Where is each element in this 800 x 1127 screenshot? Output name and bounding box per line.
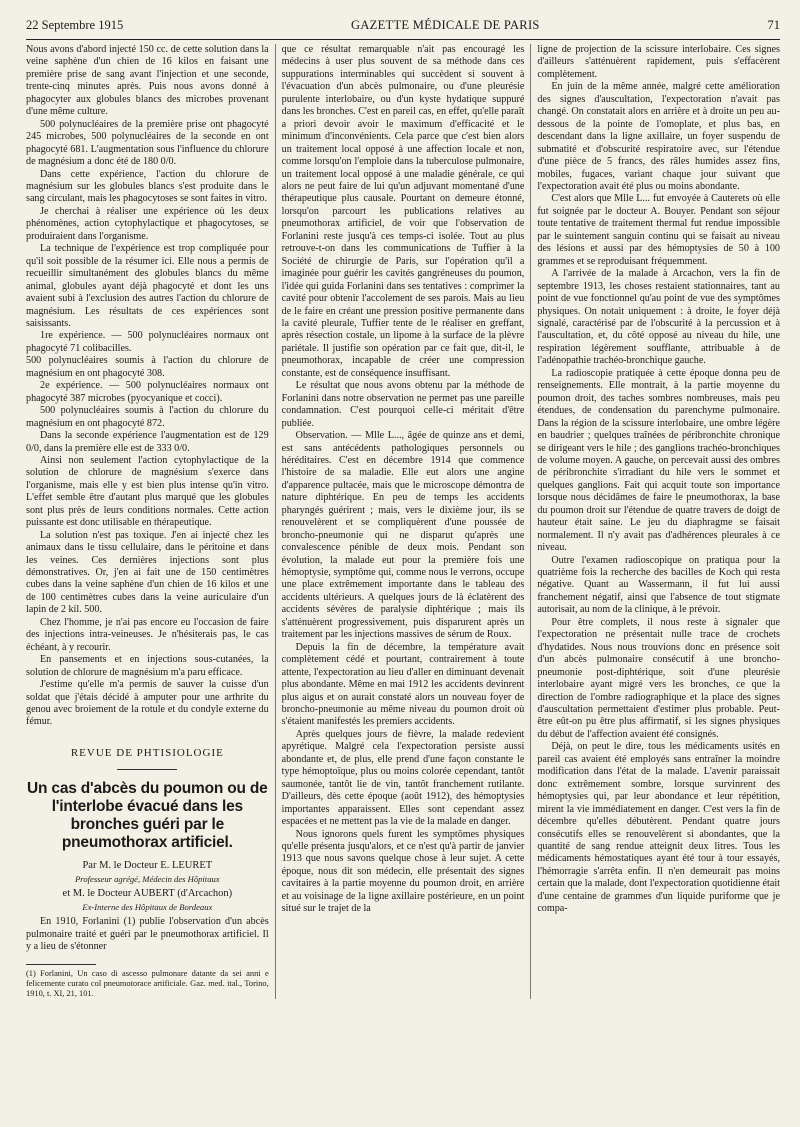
- paragraph: 500 polynucléaires soumis à l'action du chlorure du magnésium en ont phagocyté 872.: [26, 405, 269, 429]
- paragraph: Le résultat que nous avons obtenu par la méthode de Forlanini dans notre observation ne permet pas une pareille condamnation. C'est pourquoi celle-ci méritait d'être publiée.: [281, 380, 525, 429]
- paragraph: Depuis la fin de décembre, la température avait complètement cédé et pourtant, contrairement à toute attente, l'expectoration au lieu d'aller en diminuant devenait plus abondante. Même en mai 1912 les accidents devinrent plus aigus et on aurait constaté alors un nouveau foyer de broncho-pneumonie au même niveau du poumon droit où s'étaient manifestés les premiers accidents.: [281, 641, 525, 728]
- paragraph: A l'arrivée de la malade à Arcachon, vers la fin de septembre 1913, les choses restaient stationnaires, tant au point de vue fonctionnel qu'au point de vue des symptômes physiques. On notait uniquement : à droite, le foyer déjà signalé, caractérisé par de l'obscurité à la percussion et à l'auscultation, et, du côté opposé au niveau du hile, une respiration légèrement soufflante, attribuable à de l'adénopathie trachéo-bronchique gauche.: [537, 268, 780, 367]
- column-separator: [275, 44, 276, 999]
- section-heading: REVUE DE PHTISIOLOGIE: [70, 746, 224, 759]
- paragraph: Nous ignorons quels furent les symptômes physiques qu'elle présenta jusqu'alors, et ce n'est qu'à partir de janvier 1913 que nous savons quelque chose à leur sujet. A cette époque, nous dit son médecin, elle présentait des signes cavitaires à la partie moyenne du poumon droit, en arrière et au voisinage de la ligne axillaire postérieure, en un point situé sur le trajet de la: [281, 828, 525, 915]
- header-date: 22 Septembre 1915: [26, 18, 124, 32]
- paragraph: Observation. — Mlle L..., âgée de quinze ans et demi, est sans antécédents pathologiques personnels ou héréditaires. C'est en décembre 1914 que commence l'histoire de sa maladie. Elle eut alors une angine d'apparence pultacée, mais que le microscope démontra de nature diphtérique. En peu de temps les accidents pharyngés guérirent ; mais, vers le dixième jour, ils se renouvelèrent et se compliquèrent d'une poussée de broncho-pneumonie qui ne disparut qu'après une convalescence pénible de deux mois. Pendant son évolution, la malade eut pour la première fois une hémoptysie, symptôme qui, comme nous le verrons, occupe une place extrêmement importante dans le tableau des accidents ultérieurs. A quelques jours de là éclatèrent des accidents sévères de paralysie diphtérique ; mais ils s'atténuèrent progressivement, puis disparurent après un traitement par les injections massives de sérum de Roux.: [281, 430, 525, 641]
- author-affiliation: Ex-Interne des Hôpitaux de Bordeaux: [82, 901, 213, 912]
- paragraph: 500 polynucléaires soumis à l'action du chlorure de magnésium en ont phagocyté 308.: [26, 355, 269, 379]
- header-page-number: 71: [767, 18, 780, 32]
- author-line: Par M. le Docteur E. LEURET: [82, 860, 213, 872]
- paragraph: En juin de la même année, malgré cette amélioration des signes d'auscultation, l'expectoration n'avait pas changé. On constatait alors en arrière et à droite un peu au-dessous de la pointe de l'omoplate, et plus bas, en descendant dans la ligne axillaire, un foyer suspendu de submatité et d'obscurité respiratoire avec, sur l'étendue d'une pièce de 5 francs, des râles humides assez fins, mobiles, fugaces, variant chaque jour suivant que l'expectoration avait été plus ou moins abondante.: [537, 81, 780, 192]
- paragraph: 2e expérience. — 500 polynucléaires normaux ont phagocyté 387 microbes (pyocyanique et cocci).: [26, 380, 269, 404]
- paragraph: Outre l'examen radioscopique on pratiqua pour la quatrième fois la recherche des bacilles de Koch qui resta négative. Quant au Wassermann, il fut lui aussi franchement négatif, ainsi que l'absence de tout stigmate autorisait, au nom de la clinique, à le prévoir.: [537, 554, 780, 616]
- paragraph: Nous avons d'abord injecté 150 cc. de cette solution dans la veine saphène d'un chien de 16 kilos en faisant une première prise de sang avant l'injection et une seconde, trente-cinq minutes après. Puis nous avons donné à phagocyter aux globules blancs des microbes provenant d'une même culture.: [26, 44, 269, 118]
- paragraph: Dans cette expérience, l'action du chlorure de magnésium sur les globules blancs s'est produite dans le sang circulant, mais les phagocytoses se sont faites in vitro.: [26, 168, 269, 205]
- paragraph: La technique de l'expérience est trop compliquée pour qu'il soit possible de la résumer ici. Elle nous a permis de recueillir simultanément des globules blancs du même animal, globules ayant déjà phagocyté et dont les uns avaient subi à l'exclusion des autres l'action du chlorure de magnésium. Les résultats de ces expériences sont saisissants.: [26, 243, 269, 329]
- paragraph: que ce résultat remarquable n'ait pas encouragé les médecins à user plus souvent de sa méthode dans ces suppurations interminables qui succèdent si souvent à l'évacuation d'un abcès pulmonaire, ou d'une pleurésie purulente interlobaire, ou d'un kyste hydatique suppuré dans les bronches. C'est en pareil cas, en effet, qu'elle paraît a priori devoir avoir le maximum d'efficacité et le minimum d'inconvénients. Cela parce que c'est bien alors un traitement local opposé à une affection locale et non, comme lorsqu'on l'emploie dans la tuberculose pulmonaire, un traitement local opposé à une maladie générale, ce qui alors ne peut faire de lui qu'un adjuvant momentané d'une thérapeutique plus causale. Pourtant on demeure étonné, lorsqu'on parcourt les publications relatives au pneumothorax artificiel, de voir que l'observation de Forlanini reste jusqu'à ces temps-ci isolée. Tout au plus retrouve-t-on dans les communications de Tuffier à la Société de chirurgie de Paris, sur l'opération qu'il a imaginée pour guérir les cavités gangréneuses du poumon, l'idée qui guida Forlanini dans ses tentatives : comprimer la cavité pour obtenir l'accolement de ses parois. Mais au lieu de le faire en créant une pression positive permanente dans la cavité pleurale, Tuffier tente de le réaliser en greffant, après résection costale, un lipome à la surface de la plèvre pariétale. Il justifie son opération par ce fait que, dit-il, le pneumothorax, incapable de créer une compression constante, est de conséquence insuffisant.: [281, 44, 525, 379]
- footnote: (1) Forlanini, Un caso di ascesso pulmonare datante da sei anni e felicemente curato col pneumotorace artificiale. Gaz. med. ital., Torino, 1910, t. XI, 21, 101.: [26, 968, 269, 998]
- paragraph: Je cherchai à réaliser une expérience où les deux phénomènes, action cytophylactique et phagocytoses, se produiraient dans l'organisme.: [26, 205, 269, 242]
- section-rule: [117, 769, 177, 770]
- article-title: Un cas d'abcès du poumon ou de l'interlobe évacué dans les bronches guéri par le pneumothorax artificiel.: [27, 780, 268, 852]
- header-journal-title: GAZETTE MÉDICALE DE PARIS: [351, 18, 540, 32]
- column-2: [282, 44, 525, 999]
- page-header: [26, 18, 780, 36]
- column-3: [537, 44, 780, 999]
- paragraph: 500 polynucléaires de la première prise ont phagocyté 245 microbes, 500 polynucléaires de la seconde en ont phagocyté 681. L'augmentation sous l'influence du chlorure de magnésium a donc été de 180 0/0.: [26, 118, 269, 168]
- paragraph: Dans la seconde expérience l'augmentation est de 129 0/0, dans la première elle est de 333 0/0.: [26, 430, 269, 454]
- footnote-rule: [26, 964, 96, 965]
- text-columns: [26, 44, 780, 999]
- header-rule: [26, 39, 780, 40]
- paragraph: Déjà, on peut le dire, tous les médicaments usités en pareil cas avaient été employés sans entraîner la moindre modification dans l'état de la malade. L'avenir paraissait donc extrêmement sombre, lorsque survinrent des hémoptysies qui, par leur abondance et leur répétition, mirent la vie immédiatement en danger. C'est vers la fin de décembre qu'elles débutèrent. Pendant quatre jours consécutifs elles se renouvelèrent si abondantes, que la quantité de sang rendue atteignit deux litres. Tous les médicaments hémostatiques ayant été tour à tour essayés, l'hémorragie s'arrêta enfin. Il n'en demeurait pas moins certain que la malade, dont l'expectoration quotidienne était d'une centaine de grammes d'un liquide puriforme que je compa-: [537, 741, 780, 915]
- paragraph: ligne de projection de la scissure interlobaire. Ces signes d'ailleurs s'atténuèrent rapidement, puis s'effacèrent complètement.: [537, 44, 780, 80]
- paragraph: En pansements et en injections sous-cutanées, la solution de chlorure de magnésium m'a paru efficace.: [26, 654, 269, 678]
- author-affiliation: Professeur agrégé, Médecin des Hôpitaux: [75, 873, 220, 884]
- paragraph: C'est alors que Mlle L... fut envoyée à Cauterets où elle fut soignée par le docteur A. Bouyer. Pendant son séjour toute tentative de traitement thermal fut rendue impossible par le suintement sanguin continu qui se faisait au niveau des lésions et aussi par des hémoptysies de 50 à 100 grammes et se reproduisant fréquemment.: [537, 193, 780, 267]
- column-separator: [530, 44, 531, 999]
- paragraph: En 1910, Forlanini (1) publie l'observation d'un abcès pulmonaire traité et guéri par le pneumothorax artificiel. Il y a lieu de s'étonner: [26, 916, 269, 953]
- paragraph: 1re expérience. — 500 polynucléaires normaux ont phagocyté 71 colibacilles.: [26, 330, 269, 354]
- paragraph: Ainsi non seulement l'action cytophylactique de la solution de chlorure de magnésium s'exerce dans l'organisme, mais elle y est bien plus intense qu'in vitro. L'effet semble être d'autant plus marqué que les globules sont plus près de leurs conditions normales. Cette action puissante est donc utilisable en thérapeutique.: [26, 454, 269, 529]
- author-line: et M. le Docteur AUBERT (d'Arcachon): [62, 888, 233, 900]
- paragraph: J'estime qu'elle m'a permis de sauver la cuisse d'un soldat que j'étais décidé à amputer pour une arthrite du genou avec broiement de la rotule et du condyle externe du fémur.: [26, 679, 269, 728]
- paragraph: La solution n'est pas toxique. J'en ai injecté chez les animaux dans le tissu cellulaire, dans le péritoine et dans les veines. Ces dernières injections sont plus démonstratives. Or, j'en ai fait une de 150 centimètres cubes dans la veine saphène d'un chien de 16 kilos et une de 100 centimètres cubes dans la veine auriculaire d'un lapin de 2 kil. 500.: [26, 529, 269, 616]
- paragraph: Pour être complets, il nous reste à signaler que l'expectoration ne présentait nulle trace de crochets d'hydatides. Nous nous trouvions donc en présence soit d'un abcès pulmonaire consécutif à une broncho-pneumonie post-diphtérique, soit d'une pleurésie interlobaire ayant migré vers les bronches, ce que la direction de l'ombre radiographique et la place des signes d'auscultation permettaient d'estimer plus probable. Peut-être eût-on pu être plus affirmatif, si les signes physiques du début de l'affection avaient été consignés.: [537, 616, 780, 740]
- paragraph: La radioscopie pratiquée à cette époque donna peu de renseignements. Elle montrait, à la partie moyenne du poumon droit, des taches sombres nombreuses, mais peu étendues, de condensation du parenchyme pulmonaire. Dans la région de la scissure interlobaire, une ombre légère en baudrier ; quelques traînées de péribronchite chronique se dirigeant vers le hile ; des ganglions trachéo-bronchiques de volume moyen. A gauche, on percevait aussi des ombres de péribronchite s'irradiant du hile vers le sommet et quelques ganglions. Fait qui acquit toute son importance lorsque nous décidâmes de faire le pneumothorax, la base du poumon droit sur l'étendue de quatre travers de doigt de hauteur était saine. Le jeu du diaphragme se faisait normalement. Il n'y avait pas d'adhérences pleurales à ce niveau.: [537, 367, 780, 554]
- column-1: [26, 44, 269, 999]
- paragraph: Chez l'homme, je n'ai pas encore eu l'occasion de faire des injections intra-veineuses. Je n'hésiterais pas, le cas échéant, à y recourir.: [26, 616, 269, 653]
- paragraph: Après quelques jours de fièvre, la malade redevient apyrétique. Malgré cela l'expectoration persiste aussi abondante et, de plus, elle prend d'une façon constante le type hémoptoïque, plus ou moins colorée cependant, tantôt saumonée, tantôt lie de vin, tantôt franchement rutilante. D'ailleurs, dès cette époque (août 1912), des hémoptysies importantes apparaissent. Elles sont cependant assez espacées et ne mettent pas la vie de la malade en danger.: [281, 728, 525, 828]
